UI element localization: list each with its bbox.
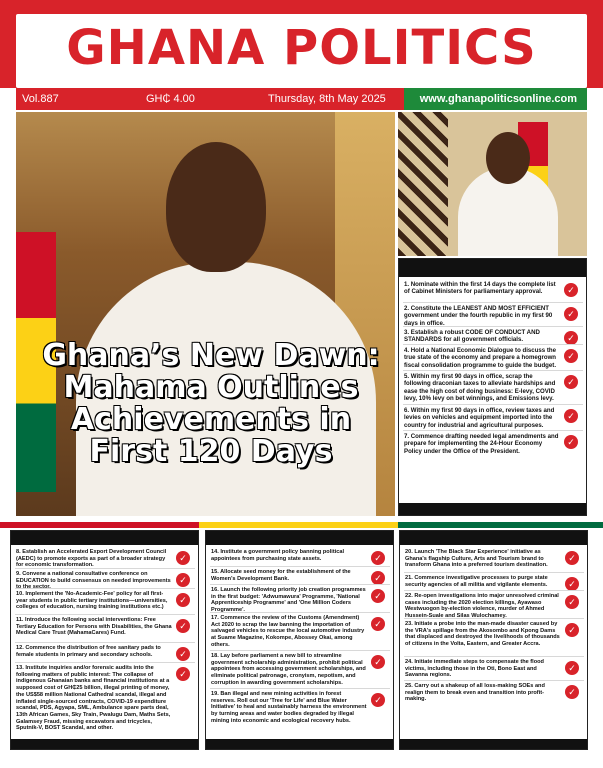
- item-divider: [210, 566, 390, 567]
- check-icon: ✓: [371, 571, 385, 585]
- check-icon: ✓: [176, 667, 190, 681]
- item-divider: [15, 588, 195, 589]
- promise-item: [211, 691, 389, 725]
- masthead-plate: [16, 14, 587, 88]
- promise-item: [404, 281, 582, 296]
- promise-item: [211, 569, 389, 582]
- promise-text: 11. Introduce the following social interventions: Free Tertiary Education for Persons with Disabilities, the Ghana Medical Care Trust (MahamaCares) Fund.: [16, 617, 172, 637]
- promise-item: [404, 329, 582, 344]
- decorative-pattern: [398, 112, 448, 256]
- check-icon: ✓: [176, 647, 190, 661]
- column-top-band: [206, 531, 393, 545]
- promise-text: 2. Constitute the LEANEST AND MOST EFFICIENT government under the fourth republic in my first 90 days in office.: [404, 305, 553, 327]
- promise-text: 9. Convene a national consultative conference on EDUCATION to build consensus on needed improvements to the sector.: [16, 571, 171, 591]
- promise-item: [404, 305, 582, 327]
- promise-item: [404, 347, 582, 369]
- column-bottom-band: [400, 739, 587, 749]
- check-icon: ✓: [565, 551, 579, 565]
- item-divider: [403, 430, 583, 431]
- promise-text: 10. Implement the 'No-Academic-Fee' policy for all first-year students in public tertiary institutions—universities, colleges of education, nursing training institutions etc.): [16, 591, 168, 611]
- check-icon: ✓: [564, 283, 578, 297]
- info-bar: [16, 88, 587, 110]
- promise-item: [405, 659, 583, 679]
- check-icon: ✓: [565, 661, 579, 675]
- check-icon: ✓: [564, 409, 578, 423]
- price: GH₵ 4.00: [146, 93, 195, 105]
- promise-item: [16, 665, 194, 732]
- promise-text: 4. Hold a National Economic Dialogue to discuss the true state of the economy and prepare a homegrown fiscal consolidation programme to guide the budget.: [404, 347, 557, 369]
- promise-text: 5. Within my first 90 days in office, scrap the following draconian taxes to alleviate hardships and ease the high cost of doing business: E-levy, COVID levy, 10% levy on bet winnings, and Emissions levy.: [404, 373, 556, 402]
- issue-date: Thursday, 8th May 2025: [268, 93, 386, 105]
- promise-text: 6. Within my first 90 days in office, review taxes and levies on vehicles and equipment imported into the country for industrial and agricultural purposes.: [404, 407, 555, 429]
- promise-item: [211, 615, 389, 649]
- column-top-band: [400, 531, 587, 545]
- promise-text: 19. Ban illegal and new mining activities in forest reserves. Roll out our 'Tree for Life' and Blue Water Initiative' to heal and sustainably harness the environment by turning areas and water bodies degraded by illegal mining into economic and ecological recovery hubs.: [211, 691, 367, 724]
- check-icon: ✓: [564, 331, 578, 345]
- check-icon: ✓: [371, 551, 385, 565]
- promise-text: 3. Establish a robust CODE OF CONDUCT AND STANDARDS for all government officials.: [404, 329, 540, 344]
- promise-item: [211, 587, 389, 614]
- item-divider: [210, 584, 390, 585]
- promise-text: 22. Re-open investigations into major unresolved criminal cases including the 2020 election killings, Ayawaso Westwuogon by-election violence, murder of Ahmed Hussein-Suale and Silas Wulochamey.: [405, 593, 559, 620]
- promise-text: 8. Establish an Accelerated Export Development Council (AEDC) to promote exports as part of a broader strategy for economic transformation.: [16, 549, 167, 569]
- check-icon: ✓: [176, 619, 190, 633]
- item-divider: [15, 614, 195, 615]
- promise-text: 17. Commence the review of the Customs (Amendment) Act 2020 to scrap the law banning the importation of salvaged vehicles to rescue the local automotive industry at Suame Magazine, Kokompe, Abossey Okai, among others.: [211, 615, 365, 648]
- item-divider: [404, 590, 584, 591]
- item-divider: [404, 656, 584, 657]
- item-divider: [15, 568, 195, 569]
- column-bottom-band: [206, 739, 393, 749]
- check-icon: ✓: [565, 685, 579, 699]
- check-icon: ✓: [565, 577, 579, 591]
- item-divider: [210, 650, 390, 651]
- promise-item: [16, 617, 194, 637]
- item-divider: [403, 326, 583, 327]
- promise-text: 14. Institute a government policy banning political appointees from purchasing state assets.: [211, 549, 345, 562]
- item-divider: [404, 618, 584, 619]
- promise-text: 1. Nominate within the first 14 days the complete list of Cabinet Ministers for parliamentary approval.: [404, 281, 556, 296]
- promises-list-right: [398, 258, 587, 516]
- flag-stripe: [0, 522, 603, 528]
- promise-item: [405, 683, 583, 703]
- item-divider: [403, 370, 583, 371]
- promise-text: 16. Launch the following priority job creation programmes in the first budget: 'Adwumawura' Programme, 'National Apprenticeship Programme' and 'One Million Coders Programme'.: [211, 587, 366, 614]
- promise-item: [16, 591, 194, 611]
- check-icon: ✓: [565, 623, 579, 637]
- president-head-small: [486, 132, 530, 184]
- promises-column-3: [399, 530, 588, 750]
- item-divider: [15, 662, 195, 663]
- item-divider: [210, 688, 390, 689]
- promise-item: [405, 575, 583, 588]
- promise-text: 18. Lay before parliament a new bill to streamline government scholarship administration, prohibit political appointees from accessing government scholarships, and eliminate political patronage, cronyism, nepotism, and corruption in awarding government scholarships.: [211, 653, 366, 686]
- item-divider: [404, 572, 584, 573]
- website-link[interactable]: www.ghanapoliticsonline.com: [404, 88, 587, 110]
- column-bottom-band: [11, 739, 198, 749]
- column-top-band: [11, 531, 198, 545]
- masthead: [0, 0, 603, 88]
- promise-text: 25. Carry out a shakeup of all loss-making SOEs and realign them to break even and transition into profit-making.: [405, 683, 545, 703]
- promise-item: [211, 653, 389, 687]
- promise-text: 24. Initiate immediate steps to compensate the flood victims, including those in the Oti, Bono East and Savanna regions.: [405, 659, 544, 679]
- item-divider: [403, 344, 583, 345]
- promise-item: [405, 621, 583, 648]
- check-icon: ✓: [565, 595, 579, 609]
- item-divider: [210, 612, 390, 613]
- promise-item: [404, 433, 582, 455]
- check-icon: ✓: [176, 593, 190, 607]
- promise-text: 20. Launch 'The Black Star Experience' initiative as Ghana's flagship Culture, Arts and Tourism brand to transform Ghana into a preferred tourism destination.: [405, 549, 548, 569]
- check-icon: ✓: [371, 693, 385, 707]
- check-icon: ✓: [176, 551, 190, 565]
- check-icon: ✓: [176, 573, 190, 587]
- promise-item: [405, 549, 583, 569]
- promise-text: 13. Institute inquiries and/or forensic audits into the following matters of public interest: The collapse of indigenous Ghanaian banks and financial institutions at a supposed cost of GH₵25 billion, illegal printing of money, the US$58 million National Cathedral scandal, illegal and inflated single-sourced contracts, COVID-19 expenditure scandal, PDS, Agyapa, SML, Ambulance spare parts deal, 13th African Games, Sky Train, Pwalugu Dam, Maths Sets, Galamsey Fraud, missing excavators and tricycles, Sputnik-V, BOST Scandal, and other.: [16, 665, 171, 732]
- promise-item: [16, 549, 194, 569]
- check-icon: ✓: [564, 349, 578, 363]
- item-divider: [404, 680, 584, 681]
- item-divider: [403, 302, 583, 303]
- promise-item: [404, 373, 582, 402]
- promises-column-1: [10, 530, 199, 750]
- promise-text: 23. Initiate a probe into the man-made disaster caused by the VRA's spillage from the Akosombo and Kpong Dams that displaced and destroyed the livelihoods of thousands of citizens in the Volta, Eastern, and Greater Accra.: [405, 621, 560, 648]
- promises-column-2: [205, 530, 394, 750]
- panel-top-band: [399, 259, 586, 277]
- promise-item: [16, 645, 194, 658]
- check-icon: ✓: [564, 375, 578, 389]
- promise-item: [405, 593, 583, 620]
- hero-photo: [16, 112, 395, 516]
- president-head: [166, 142, 266, 272]
- check-icon: ✓: [564, 435, 578, 449]
- promise-item: [211, 549, 389, 562]
- item-divider: [15, 642, 195, 643]
- check-icon: ✓: [371, 589, 385, 603]
- volume-number: Vol.887: [22, 93, 59, 105]
- item-divider: [403, 404, 583, 405]
- check-icon: ✓: [564, 307, 578, 321]
- check-icon: ✓: [371, 655, 385, 669]
- promise-text: 21. Commence investigative processes to purge state security agencies of all militia and vigilante elements.: [405, 575, 548, 588]
- side-photo: [398, 112, 587, 256]
- promise-text: 15. Allocate seed money for the establishment of the Women's Development Bank.: [211, 569, 351, 582]
- promise-text: 12. Commence the distribution of free sanitary pads to female students in primary and secondary schools.: [16, 645, 161, 658]
- lead-headline: Ghana’s New Dawn: Mahama Outlines Achievements in First 120 Days: [42, 338, 380, 469]
- newspaper-title: GHANA POLITICS: [66, 20, 537, 76]
- promise-item: [404, 407, 582, 429]
- check-icon: ✓: [371, 617, 385, 631]
- promise-text: 7. Commence drafting needed legal amendments and prepare for implementing the 24-Hour Economy Policy under the Office of the President.: [404, 433, 559, 455]
- panel-bottom-band: [399, 503, 586, 515]
